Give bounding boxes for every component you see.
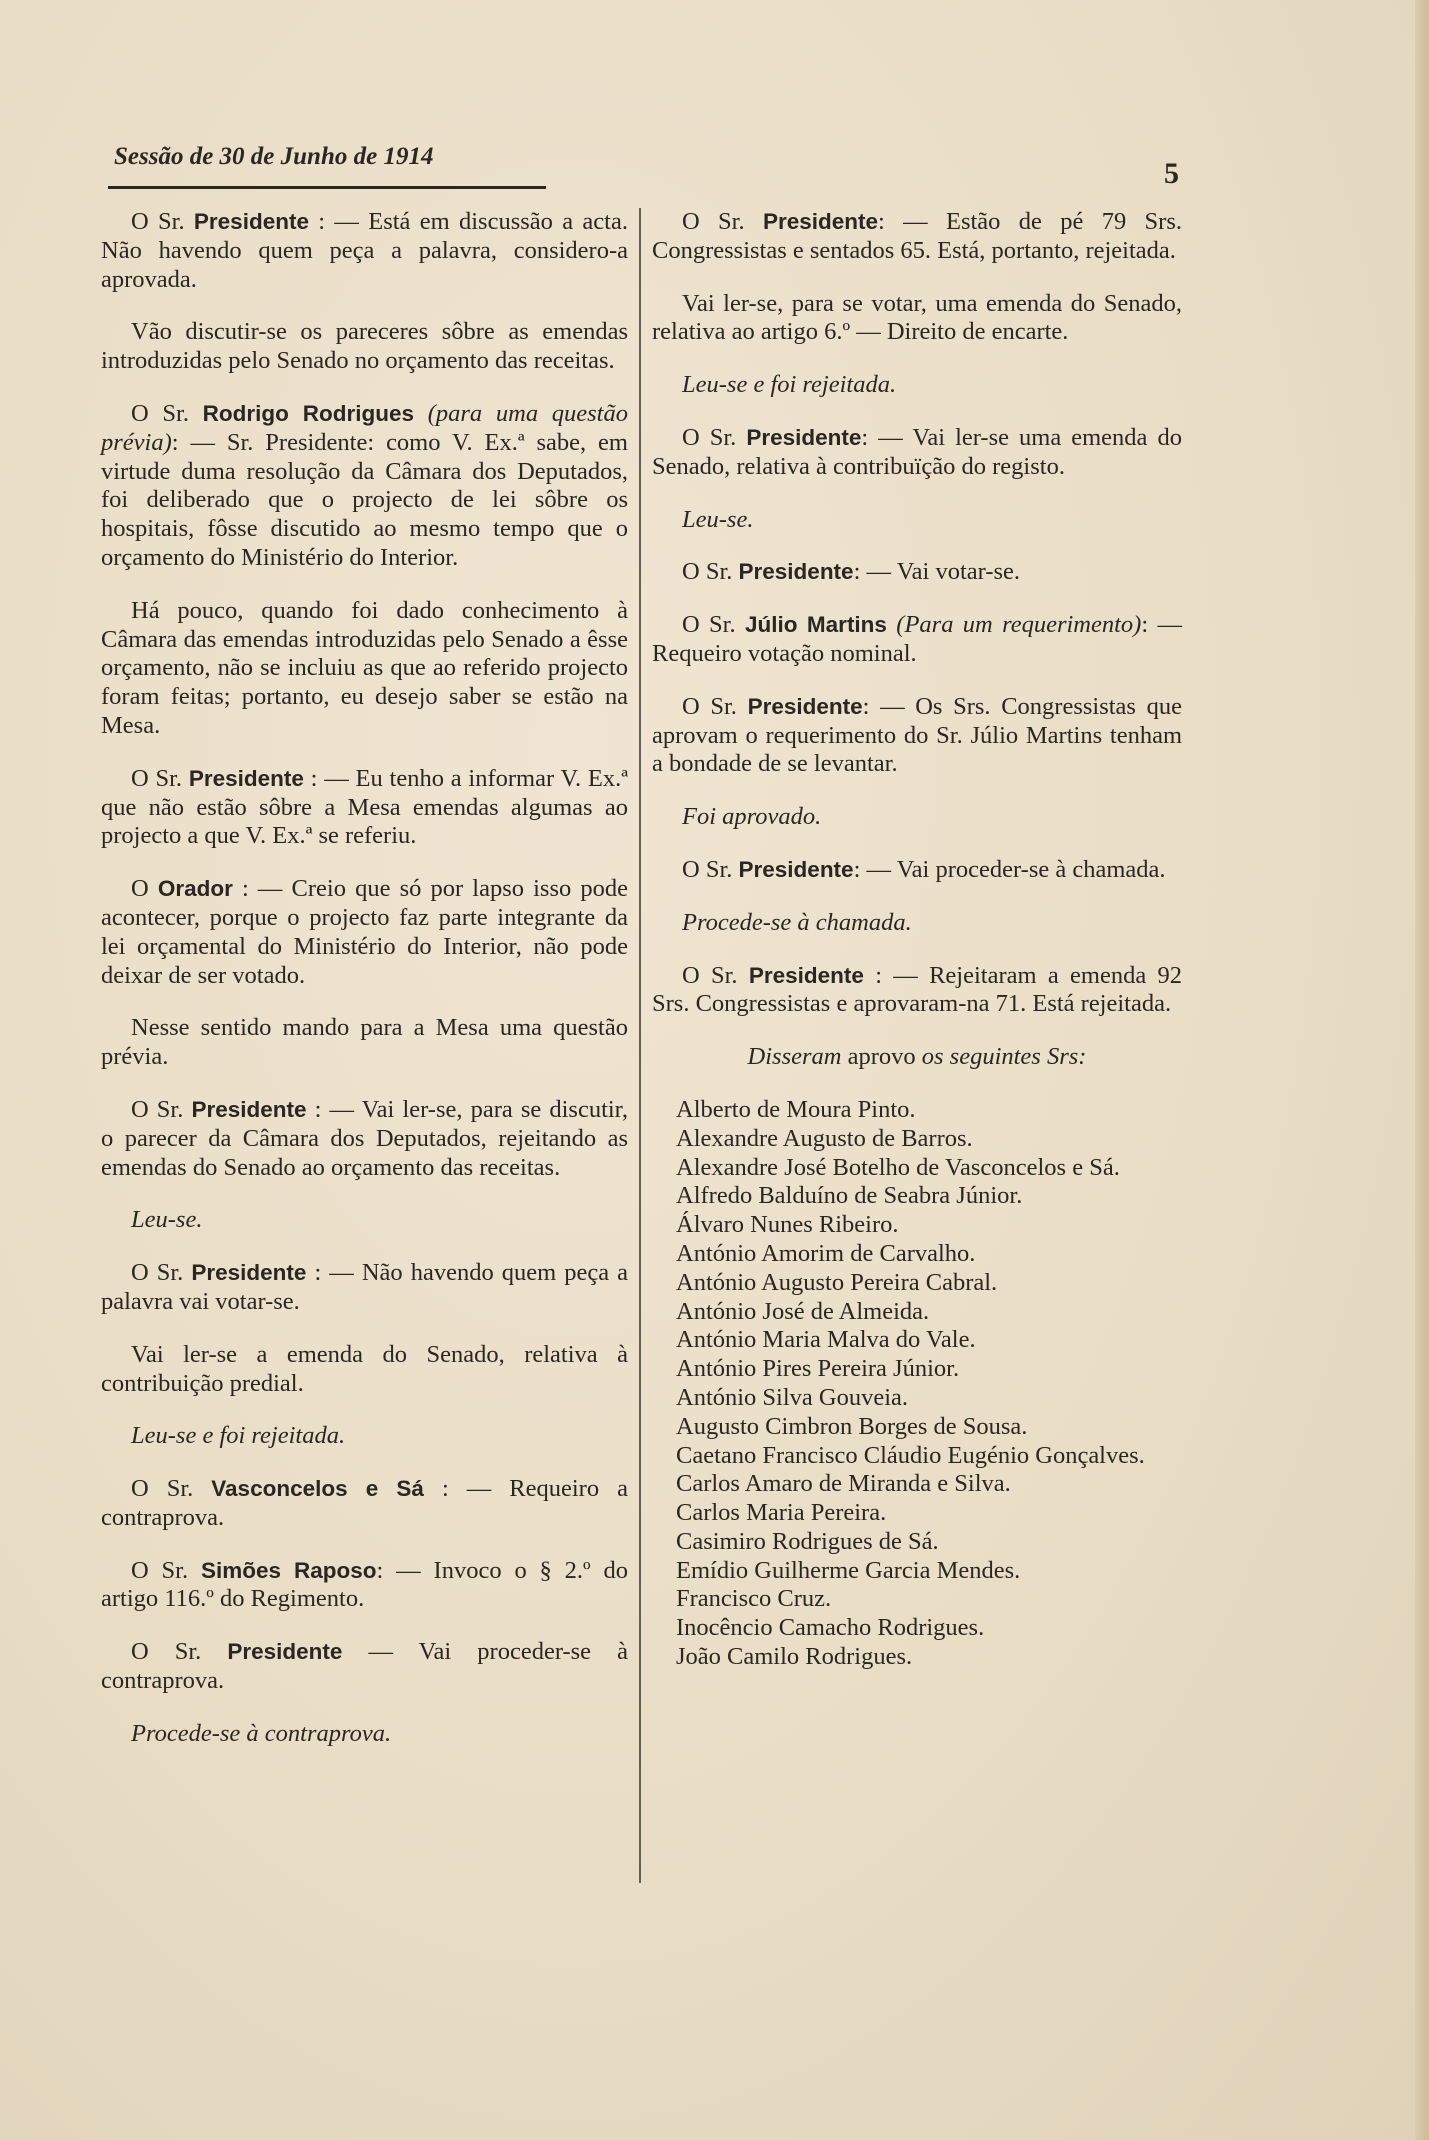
speaker-name: Presidente — [746, 424, 862, 450]
speaker-name: Presidente — [738, 559, 854, 585]
speech-paragraph — [101, 1475, 628, 1533]
text-paragraph — [652, 290, 1182, 348]
approval-name: Caetano Francisco Cláudio Eugénio Gonçalves. — [676, 1441, 1145, 1469]
paragraph-text: : — Invoco o § 2.º do artigo 116.º do Regimento. — [101, 1556, 628, 1613]
speaker-prefix: O Sr. — [131, 1556, 201, 1584]
running-head: Sessão de 30 de Junho de 1914 — [114, 143, 434, 170]
speech-aside: (para uma questão prévia) — [101, 399, 628, 456]
header-rule — [108, 186, 546, 189]
approval-name: Alexandre Augusto de Barros. — [676, 1124, 973, 1152]
paragraph-text: : — Vai ler-se, para se discutir, o parecer da Câmara dos Deputados, rejeitando as emendas do Senado ao orçamento das receitas. — [101, 1095, 628, 1181]
paragraph-text: — Vai proceder-se à contraprova. — [101, 1638, 628, 1695]
speech-paragraph — [652, 856, 1182, 885]
right-column-paragraphs — [652, 208, 1182, 1019]
speaker-prefix: O Sr. — [682, 855, 739, 883]
speech-paragraph — [652, 208, 1182, 266]
paragraph-text: : — Vai proceder-se à chamada. — [853, 855, 1166, 883]
speech-paragraph — [652, 962, 1182, 1020]
speaker-name: Presidente — [227, 1639, 343, 1665]
approvals-heading-disseram: Disseram — [747, 1043, 842, 1071]
speaker-prefix: O Sr. — [682, 611, 745, 639]
stage-direction: Leu-se e foi rejeitada. — [682, 371, 897, 399]
speaker-prefix: O Sr. — [131, 1475, 212, 1503]
speaker-prefix: O Sr. — [682, 423, 747, 451]
approval-name: Inocêncio Camacho Rodrigues. — [676, 1614, 985, 1642]
speech-paragraph — [101, 1096, 628, 1182]
speaker-prefix: O Sr. — [131, 208, 194, 235]
speaker-name: Presidente — [747, 693, 863, 719]
stage-direction: Procede-se à contraprova. — [131, 1719, 392, 1747]
approvals-heading-aprovo: aprovo — [841, 1043, 922, 1071]
speech-paragraph — [101, 400, 628, 573]
approval-name: António Silva Gouveia. — [676, 1383, 909, 1411]
approval-name: Carlos Amaro de Miranda e Silva. — [676, 1470, 1011, 1498]
approvals-heading-srs: os seguintes Srs: — [921, 1043, 1087, 1071]
paragraph-text: Há pouco, quando foi dado conhecimento à Câmara das emendas introduzidas pelo Senado a êsse orçamento, não se incluiu as que ao referido projecto foram feitas; portanto, eu desejo saber se estão na Mesa. — [101, 596, 628, 739]
column-divider — [639, 208, 641, 1883]
approval-name: Álvaro Nunes Ribeiro. — [676, 1211, 899, 1239]
speaker-prefix: O Sr. — [131, 1638, 228, 1666]
right-column — [652, 208, 1182, 1672]
speaker-prefix: O Sr. — [682, 558, 739, 586]
page-number: 5 — [1164, 157, 1179, 190]
approval-name: Casimiro Rodrigues de Sá. — [676, 1527, 939, 1555]
stage-direction: Leu-se. — [682, 505, 754, 533]
paragraph-text: : — Sr. Presidente: como V. Ex.ª sabe, em virtude duma resolução da Câmara dos Deputados, foi deliberado que o projecto de lei sôbre os hospitais, fôsse discutido ao mesmo tempo que o orçamento do Ministério do Interior. — [101, 428, 628, 571]
paragraph-text: : — Não havendo quem peça a palavra vai votar-se. — [101, 1259, 628, 1315]
speaker-name: Simões Raposo — [200, 1557, 377, 1583]
speech-paragraph — [101, 1259, 628, 1317]
approval-name: António Maria Malva do Vale. — [676, 1326, 976, 1354]
speech-paragraph — [652, 558, 1182, 587]
speaker-name: Presidente — [191, 1260, 307, 1286]
speaker-prefix: O Sr. — [682, 692, 748, 720]
approval-name: Alexandre José Botelho de Vasconcelos e Sá. — [676, 1153, 1120, 1181]
speaker-name: Presidente — [762, 209, 878, 234]
paragraph-text: : — Os Srs. Congressistas que aprovam o requerimento do Sr. Júlio Martins tenham a bondade de se levantar. — [652, 692, 1182, 778]
paragraph-text: : — Eu tenho a informar V. Ex.ª que não estão sôbre a Mesa emendas algumas ao projecto a que V. Ex.ª se referiu. — [101, 764, 628, 850]
approvals-name-list — [652, 1096, 1182, 1672]
approval-name: António Amorim de Carvalho. — [676, 1239, 976, 1267]
stage-direction: Leu-se e foi rejeitada. — [131, 1422, 346, 1450]
approvals-heading — [652, 1043, 1182, 1072]
speech-paragraph — [101, 765, 628, 851]
speaker-prefix: O — [131, 875, 158, 903]
speaker-name: Presidente — [738, 856, 854, 882]
approval-name: Alberto de Moura Pinto. — [676, 1095, 916, 1123]
speech-paragraph — [101, 208, 628, 294]
speaker-name: Rodrigo Rodrigues — [202, 400, 414, 426]
paragraph-text: Nesse sentido mando para a Mesa uma questão prévia. — [101, 1014, 628, 1071]
speech-paragraph — [652, 611, 1182, 669]
approval-name: Francisco Cruz. — [676, 1585, 832, 1613]
text-paragraph — [101, 1014, 628, 1072]
paragraph-text: : — Estão de pé 79 Srs. Congressistas e sentados 65. Está, portanto, rejeitada. — [652, 208, 1182, 264]
left-column — [101, 208, 628, 1773]
speaker-name: Orador — [157, 876, 233, 902]
text-paragraph — [101, 318, 628, 376]
speech-paragraph — [101, 875, 628, 990]
approval-name: António José de Almeida. — [676, 1297, 930, 1325]
stage-direction: Leu-se. — [131, 1206, 203, 1234]
speaker-name: Presidente — [193, 209, 309, 234]
speech-paragraph — [101, 1557, 628, 1615]
approval-name: João Camilo Rodrigues. — [676, 1643, 913, 1671]
speaker-prefix: O Sr. — [131, 1095, 192, 1123]
paragraph-text: : — Requeiro a contraprova. — [101, 1475, 628, 1531]
speaker-prefix: O Sr. — [131, 399, 203, 427]
approval-name: Emídio Guilherme Garcia Mendes. — [676, 1556, 1021, 1584]
approval-name: António Pires Pereira Júnior. — [676, 1355, 960, 1383]
approval-name: Augusto Cimbron Borges de Sousa. — [676, 1412, 1028, 1440]
paragraph-text: Vai ler-se a emenda do Senado, relativa à contribuição predial. — [101, 1340, 628, 1397]
speech-aside: (Para um requerimento) — [896, 611, 1142, 639]
approval-name: Carlos Maria Pereira. — [676, 1499, 887, 1527]
paragraph-text: Vai ler-se, para se votar, uma emenda do Senado, relativa ao artigo 6.º — Direito de encarte. — [652, 289, 1182, 346]
speaker-name: Júlio Martins — [744, 612, 887, 638]
page-edge — [1415, 0, 1429, 2140]
approval-name: António Augusto Pereira Cabral. — [676, 1268, 998, 1296]
approval-name: Alfredo Balduíno de Seabra Júnior. — [676, 1182, 1023, 1210]
speaker-prefix: O Sr. — [131, 764, 189, 792]
speech-paragraph — [101, 1638, 628, 1696]
speaker-prefix: O Sr. — [682, 208, 763, 235]
stage-direction: Procede-se à chamada. — [682, 908, 912, 936]
paragraph-text: : — Rejeitaram a emenda 92 Srs. Congressistas e aprovaram-na 71. Está rejeitada. — [652, 961, 1182, 1018]
speech-paragraph — [652, 693, 1182, 779]
paragraph-text: : — Vai ler-se uma emenda do Senado, relativa à contribuïção do registo. — [652, 423, 1182, 480]
speaker-name: Presidente — [191, 1096, 307, 1122]
speaker-prefix: O Sr. — [131, 1259, 192, 1287]
speaker-name: Presidente — [188, 765, 304, 791]
speech-paragraph — [652, 424, 1182, 482]
paragraph-text: Vão discutir-se os pareceres sôbre as emendas introduzidas pelo Senado no orçamento das receitas. — [101, 318, 628, 375]
text-paragraph — [101, 1341, 628, 1399]
speaker-name: Presidente — [748, 962, 864, 988]
stage-direction: Foi aprovado. — [682, 803, 822, 831]
paragraph-text: : — Requeiro votação nominal. — [652, 611, 1182, 667]
speaker-prefix: O Sr. — [682, 961, 749, 989]
paragraph-text: : — Creio que só por lapso isso pode acontecer, porque o projecto faz parte integrante da lei orçamental do Ministério do Interior, não pode deixar de ser votado. — [101, 875, 628, 989]
text-paragraph — [101, 597, 628, 741]
paragraph-text: : — Vai votar-se. — [853, 558, 1021, 586]
paragraph-text: : — Está em discussão a acta. Não havendo quem peça a palavra, considero-a aprovada. — [101, 208, 628, 293]
speaker-name: Vasconcelos e Sá — [211, 1476, 424, 1502]
